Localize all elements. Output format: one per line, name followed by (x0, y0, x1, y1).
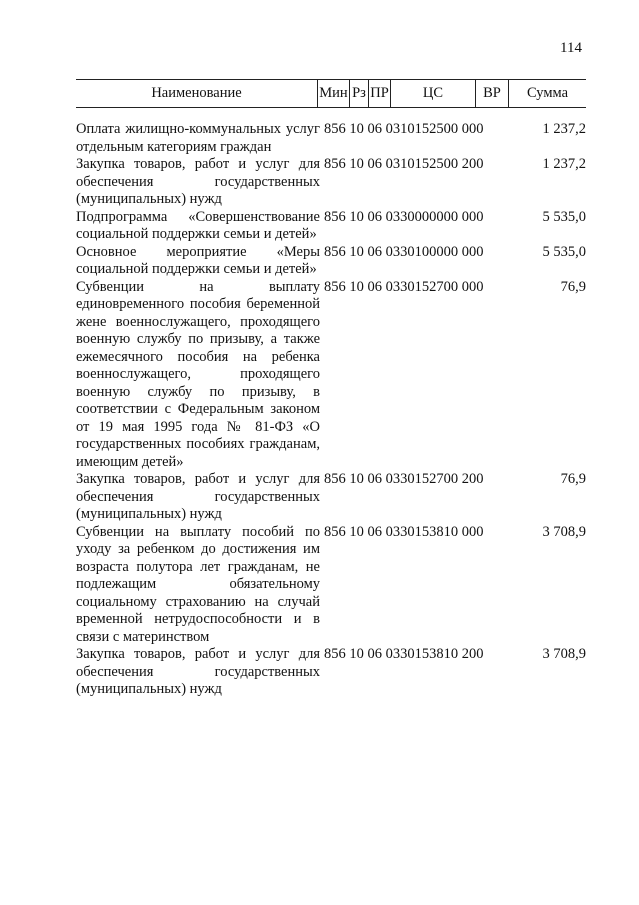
header-vr: ВР (483, 85, 501, 101)
row-min: 856 (324, 646, 346, 662)
row-vr: 200 (461, 646, 484, 662)
header-rz: Рз (352, 85, 366, 101)
row-name: Основное мероприятие «Меры социальной поддержки семьи и детей» (76, 243, 320, 277)
header-name: Наименование (151, 85, 242, 101)
row-sum: 1 237,2 (542, 156, 586, 172)
row-codes (324, 524, 484, 542)
table-row (76, 121, 596, 156)
row-codes (324, 121, 484, 139)
row-rz: 10 (349, 471, 364, 487)
table-row (76, 156, 596, 209)
row-cs: 0310152500 (385, 121, 459, 137)
row-rz: 10 (349, 208, 364, 225)
row-codes (324, 244, 484, 262)
row-name: Субвенции на выплату единовременного пособия беременной жене военнослужащего, проходящего военную службу по призыву, а также ежемесячного пособия на ребенка военнослужащего, проходящего военную службу по призыву, в соответствии с Федеральным законом от 19 мая 1995 года № 81-ФЗ «О государственных пособиях гражданам, имеющим детей» (76, 278, 320, 470)
table-row (76, 471, 596, 524)
row-rz: 10 (349, 156, 364, 172)
table-row (76, 524, 596, 647)
row-cs: 0330100000 (385, 243, 459, 260)
row-vr: 000 (461, 523, 484, 540)
row-pr: 06 (367, 646, 382, 662)
page-number: 114 (560, 40, 582, 56)
row-min: 856 (324, 243, 346, 260)
row-rz: 10 (349, 121, 364, 137)
row-pr: 06 (367, 523, 382, 540)
row-cs: 0330152700 (385, 278, 459, 295)
row-rz: 10 (349, 243, 364, 260)
row-vr: 000 (461, 208, 484, 225)
row-sum: 5 535,0 (542, 243, 586, 260)
row-sum: 3 708,9 (542, 523, 586, 540)
header-cs: ЦС (422, 85, 444, 101)
row-sum: 1 237,2 (542, 121, 586, 137)
row-name: Подпрограмма «Совершенствование социальной поддержки семьи и детей» (76, 208, 320, 242)
table-body (76, 121, 596, 699)
row-min: 856 (324, 156, 346, 172)
row-min: 856 (324, 523, 346, 540)
row-pr: 06 (367, 278, 382, 295)
row-name: Закупка товаров, работ и услуг для обеспечения государственных (муниципальных) нужд (76, 471, 320, 522)
row-rz: 10 (349, 278, 364, 295)
row-rz: 10 (349, 646, 364, 662)
row-pr: 06 (367, 243, 382, 260)
row-cs: 0310152500 (385, 156, 459, 172)
row-name: Субвенции на выплату пособий по уходу за ребенком до достижения им возраста полутора лет гражданам, не подлежащим обязательному социальному страхованию на случай временной нетрудоспособности и в связи с материнством (76, 523, 320, 645)
row-sum: 76,9 (560, 471, 586, 487)
table-header (76, 79, 586, 108)
row-pr: 06 (367, 208, 382, 225)
row-codes (324, 209, 484, 227)
row-min: 856 (324, 471, 346, 487)
row-codes (324, 471, 484, 489)
row-vr: 000 (461, 121, 484, 137)
row-cs: 0330153810 (385, 523, 459, 540)
row-vr: 200 (461, 156, 484, 172)
row-rz: 10 (349, 523, 364, 540)
row-cs: 0330152700 (385, 471, 459, 487)
row-sum: 3 708,9 (542, 646, 586, 662)
table-row (76, 279, 596, 472)
row-min: 856 (324, 278, 346, 295)
row-cs: 0330153810 (385, 646, 459, 662)
row-vr: 000 (461, 278, 484, 295)
row-pr: 06 (367, 471, 382, 487)
row-pr: 06 (367, 121, 382, 137)
row-name: Закупка товаров, работ и услуг для обеспечения государственных (муниципальных) нужд (76, 646, 320, 697)
row-codes (324, 279, 484, 297)
row-min: 856 (324, 121, 346, 137)
row-min: 856 (324, 208, 346, 225)
row-name: Закупка товаров, работ и услуг для обеспечения государственных (муниципальных) нужд (76, 156, 320, 207)
row-codes (324, 156, 484, 174)
table-row (76, 209, 596, 244)
row-pr: 06 (367, 156, 382, 172)
table-row (76, 244, 596, 279)
row-codes (324, 646, 484, 664)
row-sum: 76,9 (560, 278, 586, 295)
header-sum: Сумма (526, 85, 569, 101)
row-vr: 200 (461, 471, 484, 487)
row-sum: 5 535,0 (542, 208, 586, 225)
row-name: Оплата жилищно-коммунальных услуг отдельным категориям граждан (76, 121, 320, 155)
table-row (76, 646, 596, 699)
row-vr: 000 (461, 243, 484, 260)
header-min: Мин (319, 85, 348, 101)
row-cs: 0330000000 (385, 208, 459, 225)
header-pr: ПР (370, 85, 389, 101)
